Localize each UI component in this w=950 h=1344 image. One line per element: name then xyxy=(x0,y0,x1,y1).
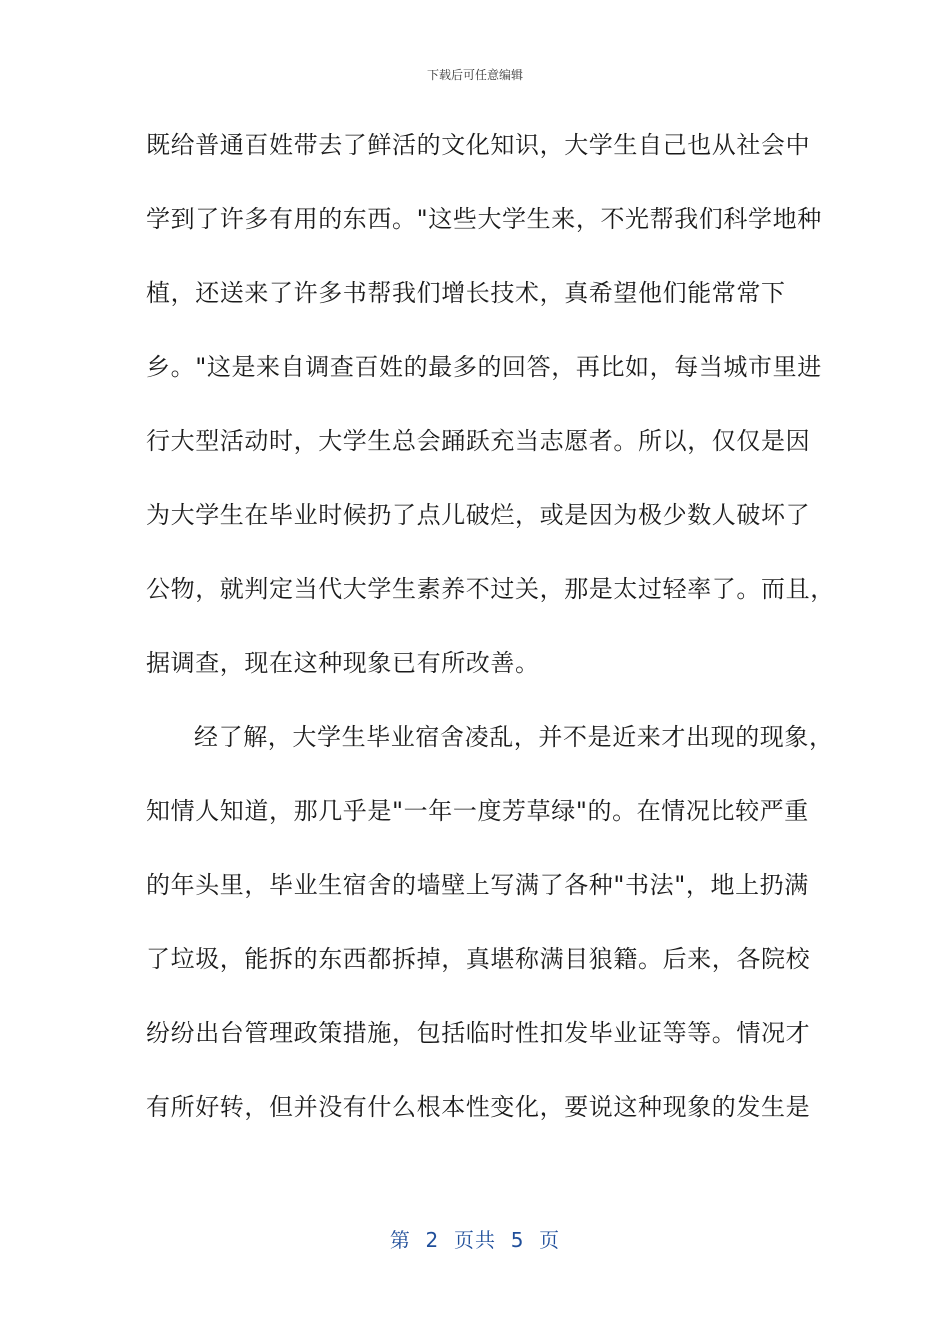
text-line: 据调查，现在这种现象已有所改善。 xyxy=(146,649,540,677)
text-line: 的年头里，毕业生宿舍的墙壁上写满了各种"书法"，地上扔满 xyxy=(146,871,809,899)
text-line: 公物，就判定当代大学生素养不过关，那是太过轻率了。而且， xyxy=(146,575,835,603)
text-line: 知情人知道，那几乎是"一年一度芳草绿"的。在情况比较严重 xyxy=(146,797,809,825)
text-line: 为大学生在毕业时候扔了点儿破烂，或是因为极少数人破坏了 xyxy=(146,501,811,529)
text-line: 乡。"这是来自调查百姓的最多的回答，再比如，每当城市里进 xyxy=(146,353,822,381)
paragraph-start-line: 经了解，大学生毕业宿舍凌乱，并不是近来才出现的现象， xyxy=(194,723,834,751)
page-number-label: 第 2 页共 5 页 xyxy=(389,1228,561,1252)
document-body xyxy=(146,123,835,1159)
text-line: 了垃圾，能拆的东西都拆掉，真堪称满目狼籍。后来，各院校 xyxy=(146,945,811,973)
text-line: 纷纷出台管理政策措施，包括临时性扣发毕业证等等。情况才 xyxy=(146,1019,811,1047)
text-line: 行大型活动时，大学生总会踊跃充当志愿者。所以，仅仅是因 xyxy=(146,427,811,455)
header-note: 下载后可任意编辑 xyxy=(426,68,523,82)
text-line: 既给普通百姓带去了鲜活的文化知识，大学生自己也从社会中 xyxy=(146,131,811,159)
text-line: 学到了许多有用的东西。"这些大学生来，不光帮我们科学地种 xyxy=(146,205,822,233)
text-line: 植，还送来了许多书帮我们增长技术，真希望他们能常常下 xyxy=(146,279,786,307)
page-number-footer xyxy=(0,1224,950,1253)
text-line: 有所好转，但并没有什么根本性变化，要说这种现象的发生是 xyxy=(146,1093,811,1121)
